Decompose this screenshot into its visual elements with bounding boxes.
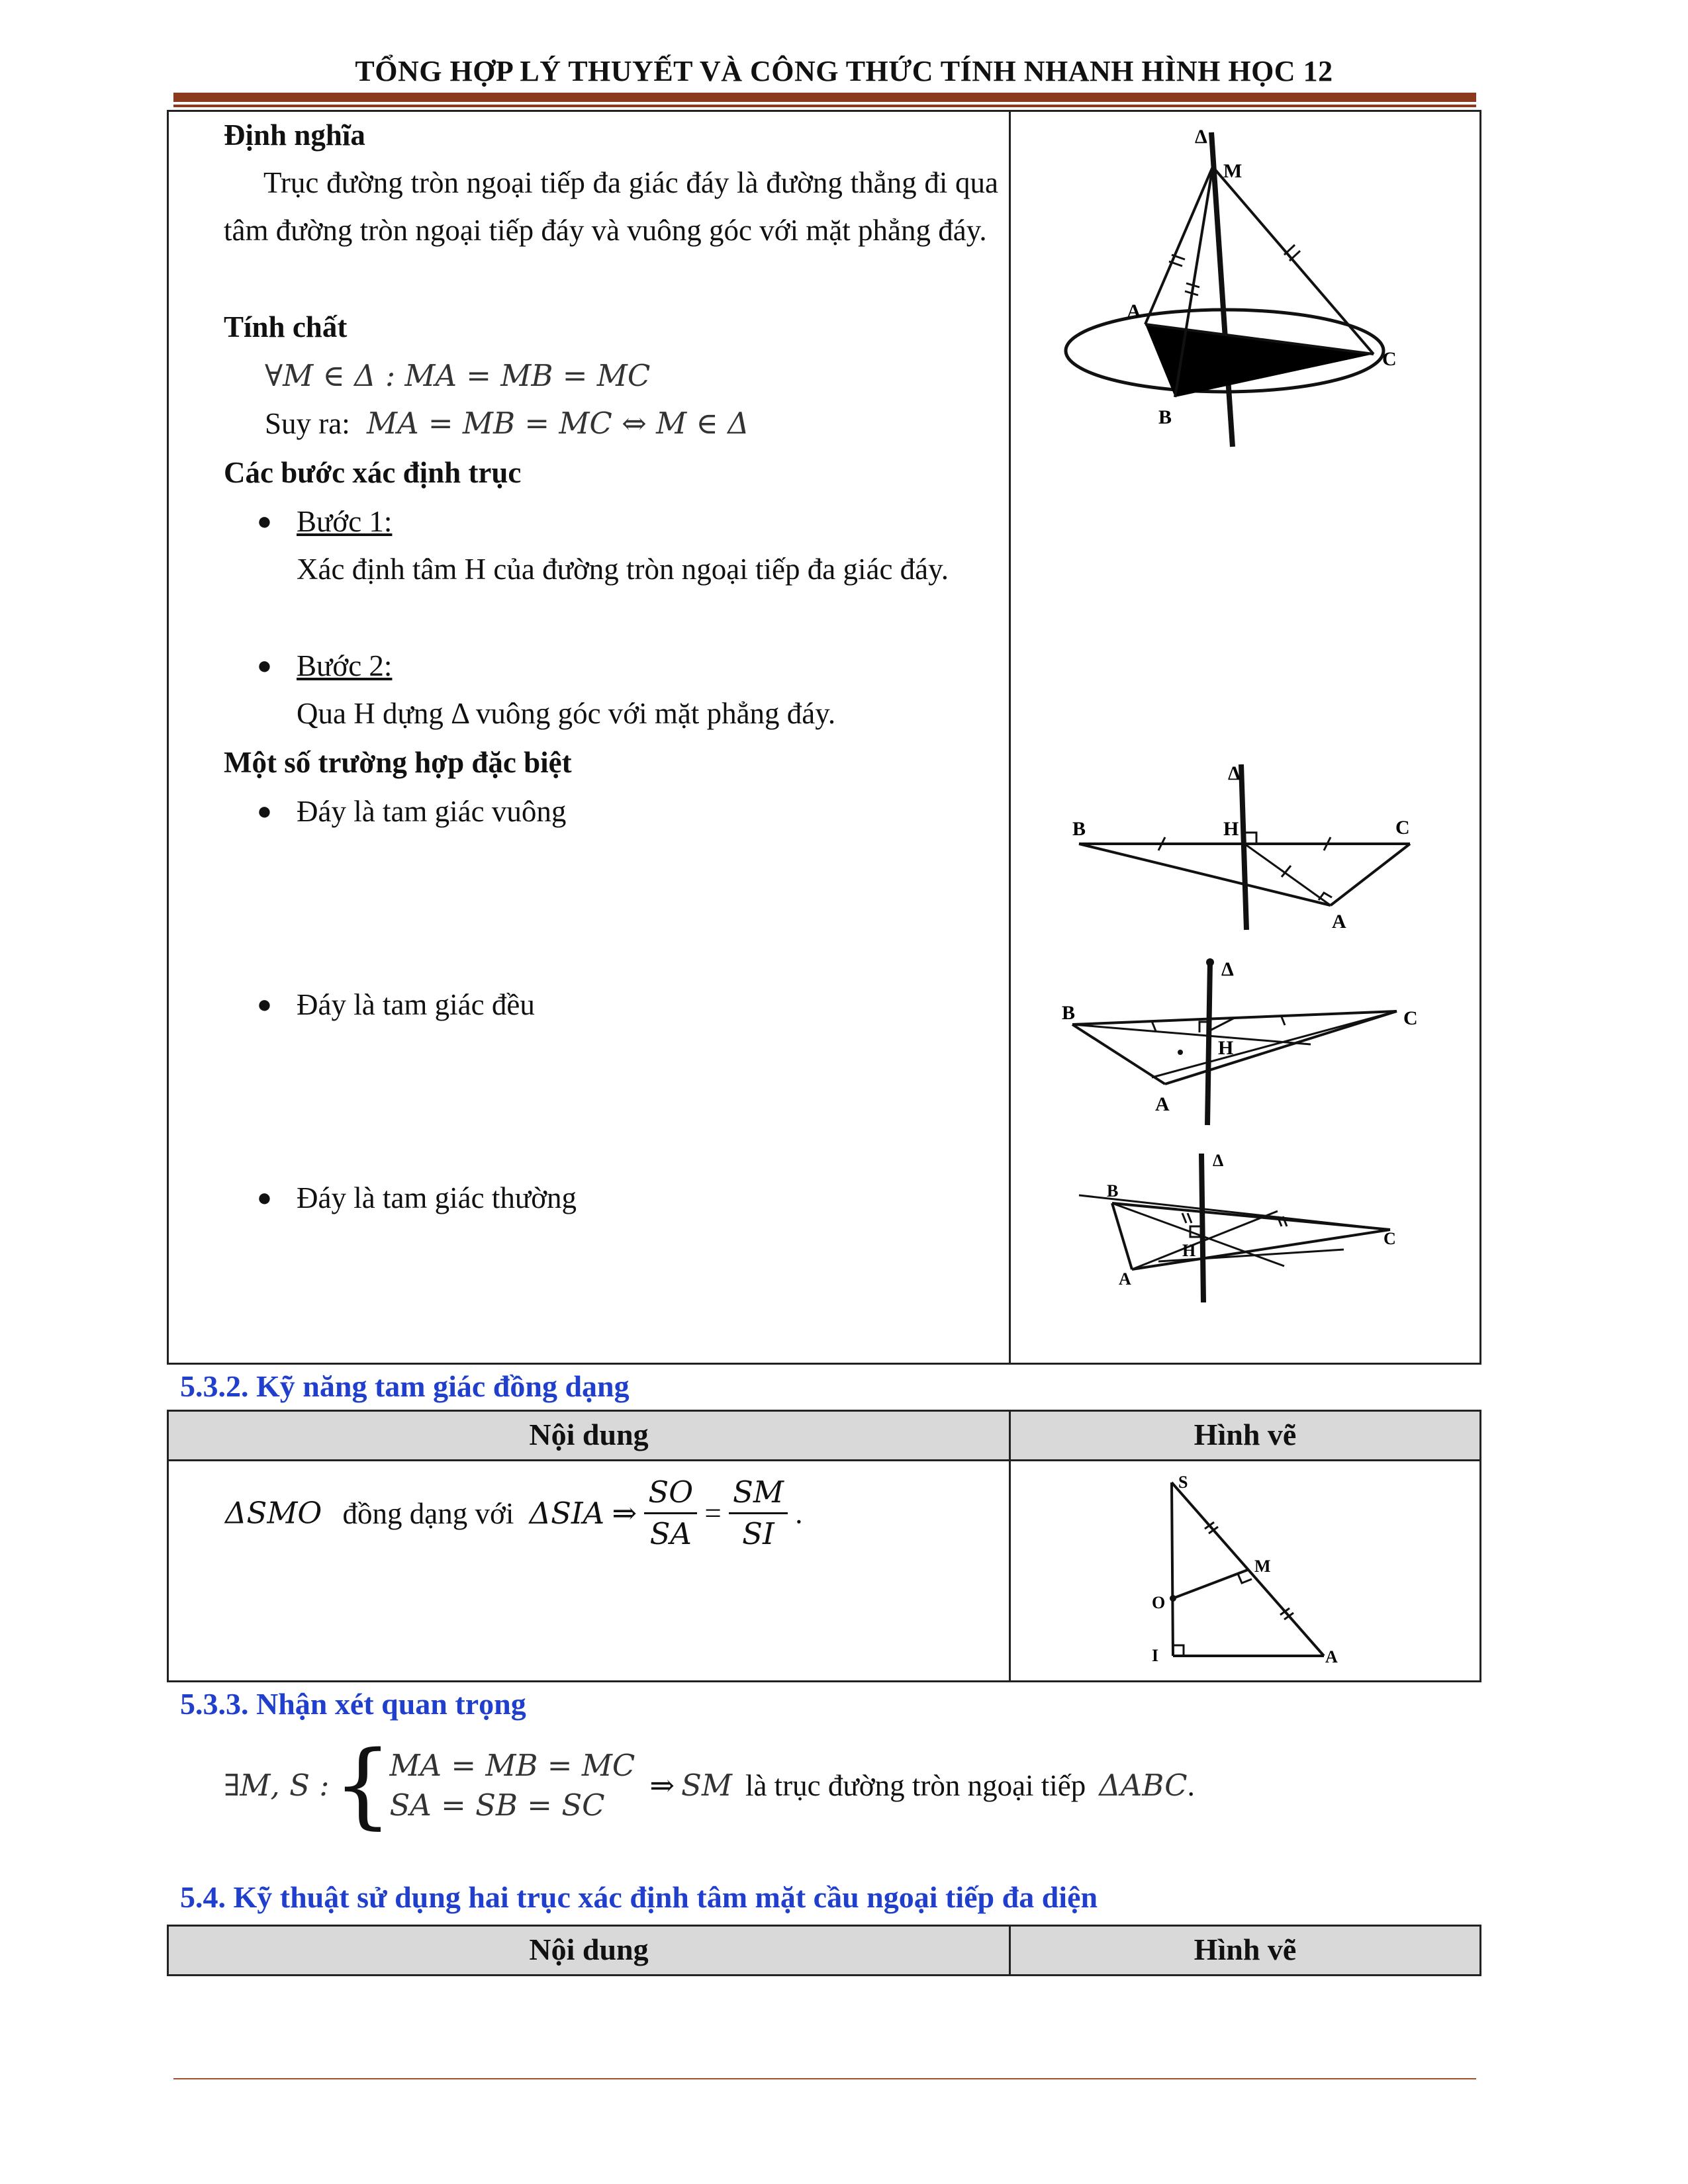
edge-BA	[1112, 1203, 1132, 1269]
fraction-numerator: SM	[729, 1473, 788, 1514]
edge-SA	[1172, 1482, 1324, 1656]
similarity-statement	[225, 1473, 802, 1554]
edge-BA	[1072, 1024, 1165, 1084]
label-A: A	[1325, 1647, 1338, 1666]
base-triangle	[1145, 324, 1374, 397]
triangle-SMO: ΔSMO	[225, 1495, 322, 1531]
label-delta: Δ	[1195, 126, 1207, 148]
figure-general-triangle-axis	[1066, 1150, 1410, 1309]
label-A: A	[1332, 911, 1346, 933]
section-54-title: 5.4. Kỹ thuật sử dụng hai trục xác định tâm mặt cầu ngoại tiếp đa diện	[180, 1880, 1098, 1914]
edge-SI	[1172, 1482, 1173, 1656]
label-B: B	[1072, 818, 1086, 840]
edge-AC	[1132, 1230, 1390, 1269]
label-B: B	[1158, 406, 1172, 428]
axis-line	[1207, 962, 1210, 1125]
label-M: M	[1254, 1557, 1271, 1576]
label-delta: Δ	[1221, 958, 1234, 980]
case-equilateral-triangle: Đáy là tam giác đều	[297, 988, 535, 1021]
section-533-title: 5.3.3. Nhận xét quan trọng	[180, 1687, 526, 1721]
edge-MA	[1145, 167, 1213, 324]
label-H: H	[1182, 1241, 1196, 1260]
fraction-SM-SI	[729, 1473, 788, 1554]
footer-rule	[173, 2078, 1476, 2079]
table-header-content: Nội dung	[169, 1412, 1009, 1459]
special-cases-heading: Một số trường hợp đặc biệt	[224, 746, 572, 779]
triangle-SIA: ΔSIA	[529, 1495, 605, 1531]
case-right-triangle: Đáy là tam giác vuông	[297, 795, 567, 828]
table-header-rule	[167, 1459, 1481, 1461]
label-delta: Δ	[1228, 762, 1241, 784]
theory-table-divider	[1009, 110, 1011, 1365]
step2-label: Bước 2:	[297, 649, 393, 682]
label-H: H	[1218, 1037, 1234, 1059]
label-I: I	[1152, 1646, 1159, 1665]
fraction-denominator: SA	[649, 1516, 692, 1551]
equals-symbol: =	[704, 1496, 722, 1530]
similar-to-text: đồng dạng với	[342, 1496, 514, 1530]
figure-similar-triangles	[1139, 1469, 1350, 1674]
case-general-triangle: Đáy là tam giác thường	[297, 1181, 577, 1214]
figure-right-triangle-axis	[1059, 761, 1430, 940]
table-header-figure: Hình vẽ	[1011, 1927, 1479, 1974]
definition-heading: Định nghĩa	[224, 118, 365, 152]
edge-CA	[1331, 844, 1410, 905]
line-SM: SM	[681, 1768, 732, 1803]
fraction-SO-SA	[644, 1473, 697, 1554]
label-B: B	[1062, 1002, 1076, 1024]
page-header-title: TỔNG HỢP LÝ THUYẾT VÀ CÔNG THỨC TÍNH NHANH HÌNH HỌC 12	[355, 55, 1333, 87]
label-A: A	[1119, 1269, 1131, 1289]
definition-text: Trục đường tròn ngoại tiếp đa giác đáy là đường thẳng đi qua tâm đường tròn ngoại tiếp đáy và vuông góc với mặt phẳng đáy.	[224, 166, 998, 247]
property-heading: Tính chất	[224, 310, 348, 343]
property-implication	[265, 400, 749, 447]
label-O: O	[1152, 1593, 1166, 1612]
bullet-icon: ●	[257, 1184, 272, 1212]
label-M: M	[1223, 160, 1243, 182]
label-H: H	[1223, 818, 1239, 840]
segment-OM	[1173, 1570, 1248, 1598]
step2-text: Qua H dựng Δ vuông góc với mặt phẳng đáy.	[297, 697, 836, 730]
label-C: C	[1383, 1229, 1396, 1248]
bullet-icon: ●	[257, 991, 272, 1019]
label-S: S	[1178, 1473, 1188, 1492]
fraction-numerator: SO	[644, 1473, 697, 1514]
label-C: C	[1395, 817, 1410, 839]
remark-text: là trục đường tròn ngoại tiếp	[745, 1769, 1086, 1802]
important-remark	[224, 1733, 1195, 1839]
equivalence-formula: MA = MB = MC ⇔ M ∈ Δ	[367, 406, 749, 441]
edge-MC	[1213, 167, 1374, 354]
section-532-title: 5.3.2. Kỹ năng tam giác đồng dạng	[180, 1369, 630, 1403]
edge-BA	[1079, 844, 1331, 905]
label-C: C	[1382, 348, 1397, 370]
steps-heading: Các bước xác định trục	[224, 456, 522, 489]
figure-circumcircle-axis	[1059, 119, 1430, 463]
implies-symbol: ⇒	[649, 1769, 675, 1802]
table-divider	[1009, 1410, 1011, 1682]
equation-MA-MB-MC: MA = MB = MC	[389, 1748, 635, 1783]
label-C: C	[1403, 1007, 1418, 1029]
equation-SA-SB-SC: SA = SB = SC	[389, 1788, 605, 1823]
table-header-figure: Hình vẽ	[1011, 1412, 1479, 1459]
label-delta: Δ	[1213, 1151, 1224, 1170]
label-B: B	[1107, 1181, 1119, 1201]
bullet-icon: ●	[257, 797, 272, 825]
implies-symbol: ⇒	[612, 1496, 637, 1530]
left-brace-icon: {	[333, 1731, 393, 1839]
step1-label: Bước 1:	[297, 505, 393, 538]
suy-ra-label: Suy ra:	[265, 407, 350, 440]
header-rule-thick	[173, 93, 1476, 102]
property-formula: ∀M ∈ Δ : MA = MB = MC	[265, 358, 651, 393]
exists-MS: ∃M, S :	[224, 1768, 330, 1803]
system-equations	[389, 1746, 635, 1825]
period: .	[795, 1496, 803, 1530]
label-A: A	[1127, 300, 1141, 322]
table-divider	[1009, 1925, 1011, 1976]
period: .	[1187, 1769, 1195, 1802]
bullet-icon: ●	[257, 652, 272, 680]
fraction-denominator: SI	[742, 1516, 774, 1551]
triangle-ABC: ΔABC	[1099, 1768, 1188, 1803]
axis-line	[1241, 764, 1246, 930]
label-A: A	[1155, 1093, 1170, 1115]
bullet-icon: ●	[257, 508, 272, 535]
figure-equilateral-triangle-axis	[1053, 958, 1436, 1137]
table-header-content: Nội dung	[169, 1927, 1009, 1974]
header-rule-thin	[173, 105, 1476, 107]
step1-text: Xác định tâm H của đường tròn ngoại tiếp đa giác đáy.	[297, 553, 949, 586]
